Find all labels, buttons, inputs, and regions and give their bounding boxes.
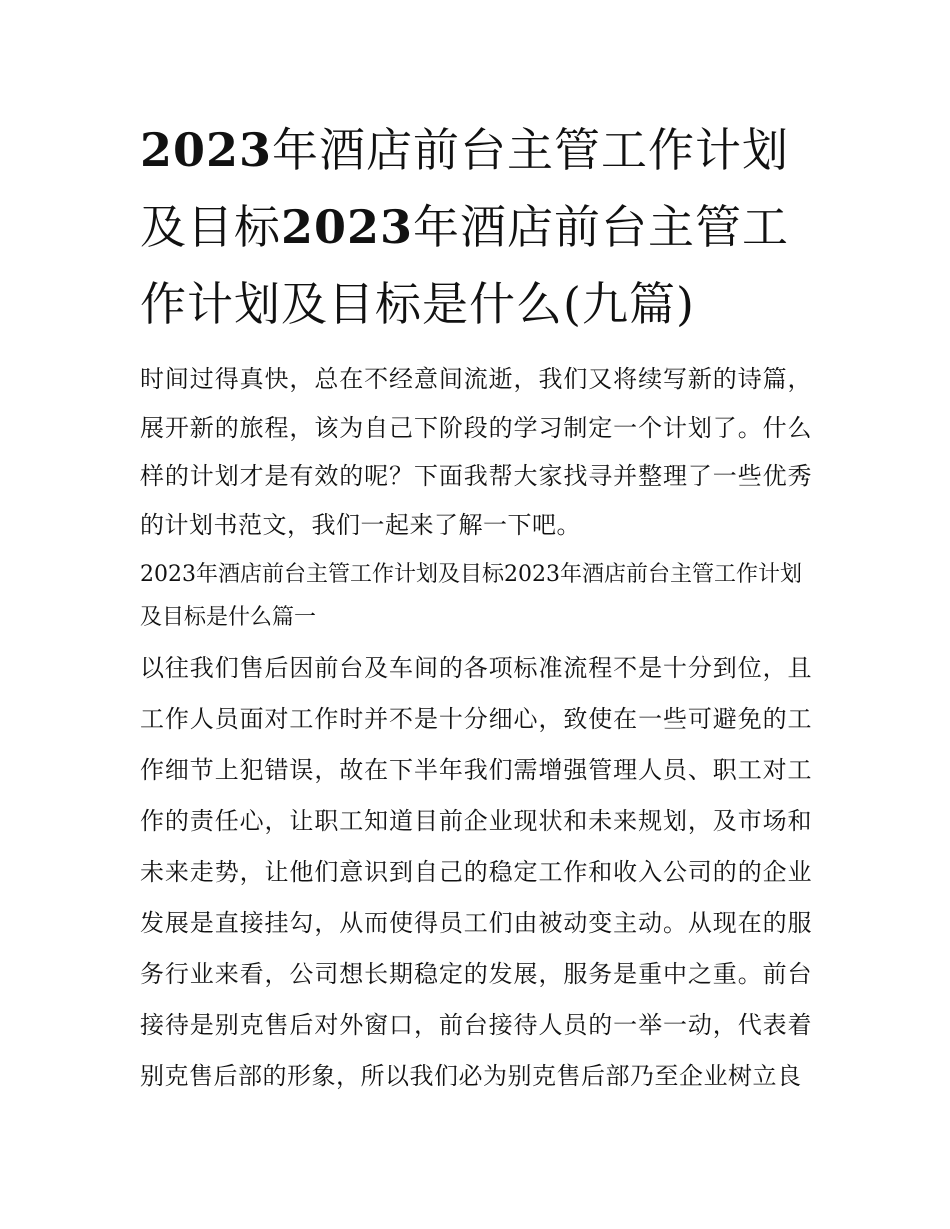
- document-content: [140, 112, 812, 1102]
- title-year-1: 2023: [140, 123, 273, 177]
- body-paragraph: 以往我们售后因前台及车间的各项标准流程不是十分到位，且工作人员面对工作时并不是十分细心，致使在一些可避免的工作细节上犯错误，故在下半年我们需增强管理人员、职工对工作的责任心，让职工知道目前企业现状和未来规划，及市场和未来走势，让他们意识到自己的稳定工作和收入公司的的企业发展是直接挂勾，从而使得员工们由被动变主动。从现在的服务行业来看，公司想长期稳定的发展，服务是重中之重。前台接待是别克售后对外窗口，前台接待人员的一举一动，代表着别克售后部的形象，所以我们必为别克售后部乃至企业树立良: [140, 654, 812, 1090]
- intro-paragraph: 时间过得真快，总在不经意间流逝，我们又将续写新的诗篇，展开新的旅程，该为自己下阶段的学习制定一个计划了。什么样的计划才是有效的呢？下面我帮大家找寻并整理了一些优秀的计划书范文，我们一起来了解一下吧。: [140, 365, 812, 539]
- title-year-2: 2023: [281, 200, 414, 254]
- title-text-2: 年酒店前台主管工作计划及目标是什么(九篇): [140, 200, 790, 331]
- document-title: [140, 112, 812, 343]
- section-heading: 2023年酒店前台主管工作计划及目标2023年酒店前台主管工作计划及目标是什么篇一: [140, 562, 802, 630]
- title-text-1: 年酒店前台主管工作计划及目标: [140, 123, 790, 254]
